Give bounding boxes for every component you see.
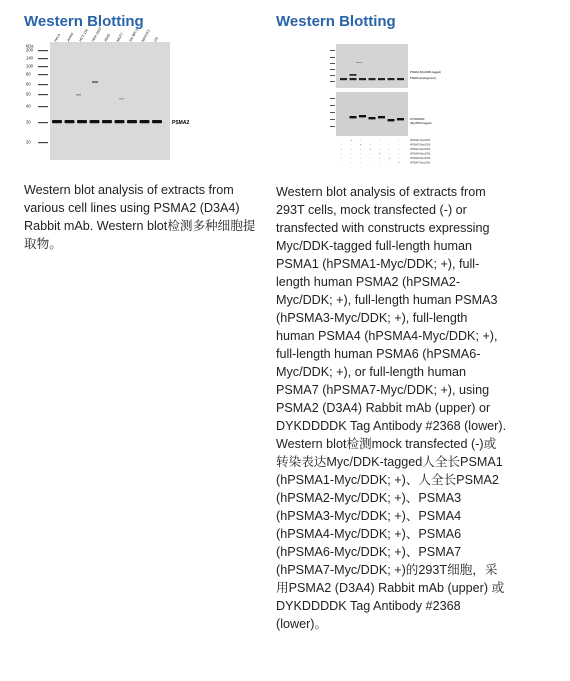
upper-label-tagged: PSMA2 (Myc/DDK-tagged) [410, 71, 441, 74]
lane-label: A549 [103, 33, 112, 43]
grid-symbol: - [369, 138, 371, 142]
grid-row-label: hPSMA3-Myc/DDK [410, 148, 431, 151]
grid-symbol: - [379, 156, 380, 160]
upper-markers [330, 50, 335, 82]
psma2-band [102, 120, 112, 123]
grid-symbol: - [341, 160, 342, 165]
endogenous-band [340, 78, 347, 80]
mw-marker-label: 200 [26, 47, 33, 53]
endogenous-band [378, 78, 385, 80]
endogenous-band [350, 78, 357, 80]
grid-symbol: - [341, 147, 342, 151]
lane-label: SK-BR-3 [128, 28, 139, 43]
grid-symbol: - [388, 147, 390, 151]
grid-row-label: hPSMA7-Myc/DDK [410, 161, 431, 165]
ddk-band [359, 115, 366, 117]
left-panel [24, 12, 256, 253]
mw-marker-label: 30 [26, 119, 31, 125]
gel-background [50, 42, 170, 160]
grid-symbol: + [388, 156, 391, 160]
grid-symbol: - [360, 138, 361, 142]
mw-marker-tick [38, 94, 48, 95]
grid-symbol: - [360, 160, 361, 165]
grid-symbol: - [350, 151, 352, 156]
grid-symbol: + [398, 160, 400, 165]
grid-symbol: - [398, 156, 399, 160]
faint-band [119, 98, 124, 100]
left-caption: Western blot analysis of extracts from various cell lines using PSMA2 (D3A4) Rabbit mAb. Western blot检测多种细胞提取物。 [24, 183, 256, 251]
psma2-band [65, 120, 75, 123]
grid-symbol: + [369, 147, 372, 151]
grid-symbol: - [388, 142, 390, 147]
endogenous-band [359, 78, 366, 80]
grid-symbol: + [350, 138, 353, 142]
grid-symbol: - [341, 156, 342, 160]
psma2-band [115, 120, 125, 123]
lane-label: HEK 293T [90, 26, 103, 43]
lane-label: MCF7 [115, 32, 125, 43]
ddk-band [369, 117, 376, 119]
tagged-band [350, 74, 357, 76]
right-blot-figure [326, 40, 508, 175]
grid-symbol: - [379, 160, 380, 165]
lane-label: C6 [153, 36, 160, 43]
right-panel [276, 12, 508, 633]
faint-band [76, 94, 81, 96]
mw-marker-label: 60 [26, 81, 31, 87]
transfection-grid [341, 138, 431, 165]
psma2-band [140, 120, 150, 123]
band-label: PSMA2 [172, 120, 190, 126]
mw-marker-tick [38, 142, 48, 143]
left-heading: Western Blotting [24, 13, 144, 30]
grid-symbol: - [398, 138, 399, 142]
mw-marker-tick [38, 50, 48, 51]
grid-row-label: hPSMA2-Myc/DDK [410, 143, 431, 147]
mw-marker-label: 40 [26, 103, 31, 109]
upper-blot [336, 44, 408, 88]
grid-row-label: hPSMA4-Myc/DDK [410, 152, 431, 156]
mw-marker-tick [38, 74, 48, 75]
right-heading: Western Blotting [276, 13, 396, 30]
grid-symbol: + [379, 151, 381, 156]
grid-symbol: - [388, 151, 390, 156]
grid-symbol: - [398, 147, 399, 151]
left-blot-figure [24, 26, 256, 167]
psma2-band [90, 120, 100, 123]
endogenous-band [397, 78, 404, 80]
grid-symbol: - [341, 138, 342, 142]
grid-symbol: - [350, 160, 352, 165]
upper-label-endogenous: PSMA2 (Endogenous) [410, 77, 436, 80]
mw-marker-tick [38, 106, 48, 107]
grid-symbol: - [350, 147, 352, 151]
faint-band [92, 81, 98, 83]
mw-marker-tick [38, 66, 48, 67]
lane-label: HeLa [53, 33, 62, 43]
grid-symbol: - [379, 142, 380, 147]
ddk-band [350, 116, 357, 118]
grid-symbol: - [360, 156, 361, 160]
grid-symbol: - [398, 142, 399, 147]
mw-marker-tick [38, 122, 48, 123]
psma2-band [77, 120, 87, 123]
lower-markers [330, 98, 335, 127]
grid-symbol: - [388, 160, 390, 165]
grid-symbol: + [360, 142, 362, 147]
grid-symbol: - [341, 151, 342, 156]
right-caption: Western blot analysis of extracts from 293T cells, mock transfected (-) or transfected with constructs expressing Myc/DDK-tagged full-length human PSMA1 (hPSMA1-Myc/DDK; +), full-length human PSMA2 (hPSMA2-Myc/DDK; +), full-length human PSMA3 (hPSMA3-Myc/DDK; +), full-length human PSMA4 (hPSMA4-Myc/DDK; +), full-length human PSMA6 (hPSMA6-Myc/DDK; +), or full-length human PSMA7 (hPSMA7-Myc/DDK; +), using PSMA2 (D3A4) Rabbit mAb (upper) or DYKDDDDK Tag Antibody #2368 (lower). Western blot检测mock transfected (-)或转染表达Myc/DDK-tagged人全长PSMA1 (hPSMA1-Myc/DDK; +)、人全长PSMA2 (hPSMA2-Myc/DDK; +)、PSMA3 (hPSMA3-Myc/DDK; +)、PSMA4 (hPSMA4-Myc/DDK; +)、PSMA6 (hPSMA6-Myc/DDK; +)、PSMA7 (hPSMA7-Myc/DDK; +)的293T细胞，采用PSMA2 (D3A4) Rabbit mAb (upper) 或DYKDDDDK Tag Antibody #2368 (lower)。 [276, 185, 507, 631]
western-blot-image-right [326, 40, 456, 170]
psma2-band [152, 120, 162, 123]
grid-symbol: - [350, 142, 352, 147]
psma2-band [127, 120, 137, 123]
endogenous-band [388, 78, 395, 80]
psma2-bands [52, 120, 162, 123]
grid-symbol: - [369, 160, 371, 165]
grid-symbol: - [350, 156, 352, 160]
lower-label-1: DYKDDDDK [410, 118, 425, 121]
grid-symbol: - [369, 142, 371, 147]
ddk-band [397, 118, 404, 120]
western-blot-image-left [24, 26, 190, 162]
mw-marker-label: 80 [26, 71, 31, 77]
endogenous-band [369, 78, 376, 80]
mw-marker-tick [38, 84, 48, 85]
grid-symbol: - [360, 151, 361, 156]
grid-symbol: - [369, 151, 371, 156]
lower-label-2: (Myc/DDK-tagged) [410, 122, 432, 125]
grid-symbol: - [341, 142, 342, 147]
mw-marker-label: 100 [26, 63, 33, 69]
lane-label: NIH/3T3 [140, 28, 152, 43]
grid-symbol: - [398, 151, 399, 156]
grid-symbol: - [379, 138, 380, 142]
mw-marker-label: 140 [26, 55, 33, 61]
psma2-band [52, 120, 62, 123]
grid-symbol: - [379, 147, 380, 151]
lane-label: HCT 116 [78, 28, 89, 43]
mw-markers [26, 44, 48, 145]
grid-symbol: - [360, 147, 361, 151]
grid-symbol: - [369, 156, 371, 160]
lower-blot [336, 92, 408, 136]
ddk-band [378, 116, 385, 118]
mw-marker-tick [38, 58, 48, 59]
mw-marker-label: kDa [26, 43, 34, 49]
grid-symbol: - [388, 138, 390, 142]
ddk-band [388, 119, 395, 121]
grid-row-label: hPSMA6-Myc/DDK [410, 157, 431, 160]
mw-marker-label: 50 [26, 91, 31, 97]
grid-row-label: hPSMA1-Myc/DDK [410, 139, 431, 142]
lane-label: Jurkat [65, 32, 75, 43]
mw-marker-label: 20 [26, 139, 31, 145]
faint-band [356, 62, 362, 63]
